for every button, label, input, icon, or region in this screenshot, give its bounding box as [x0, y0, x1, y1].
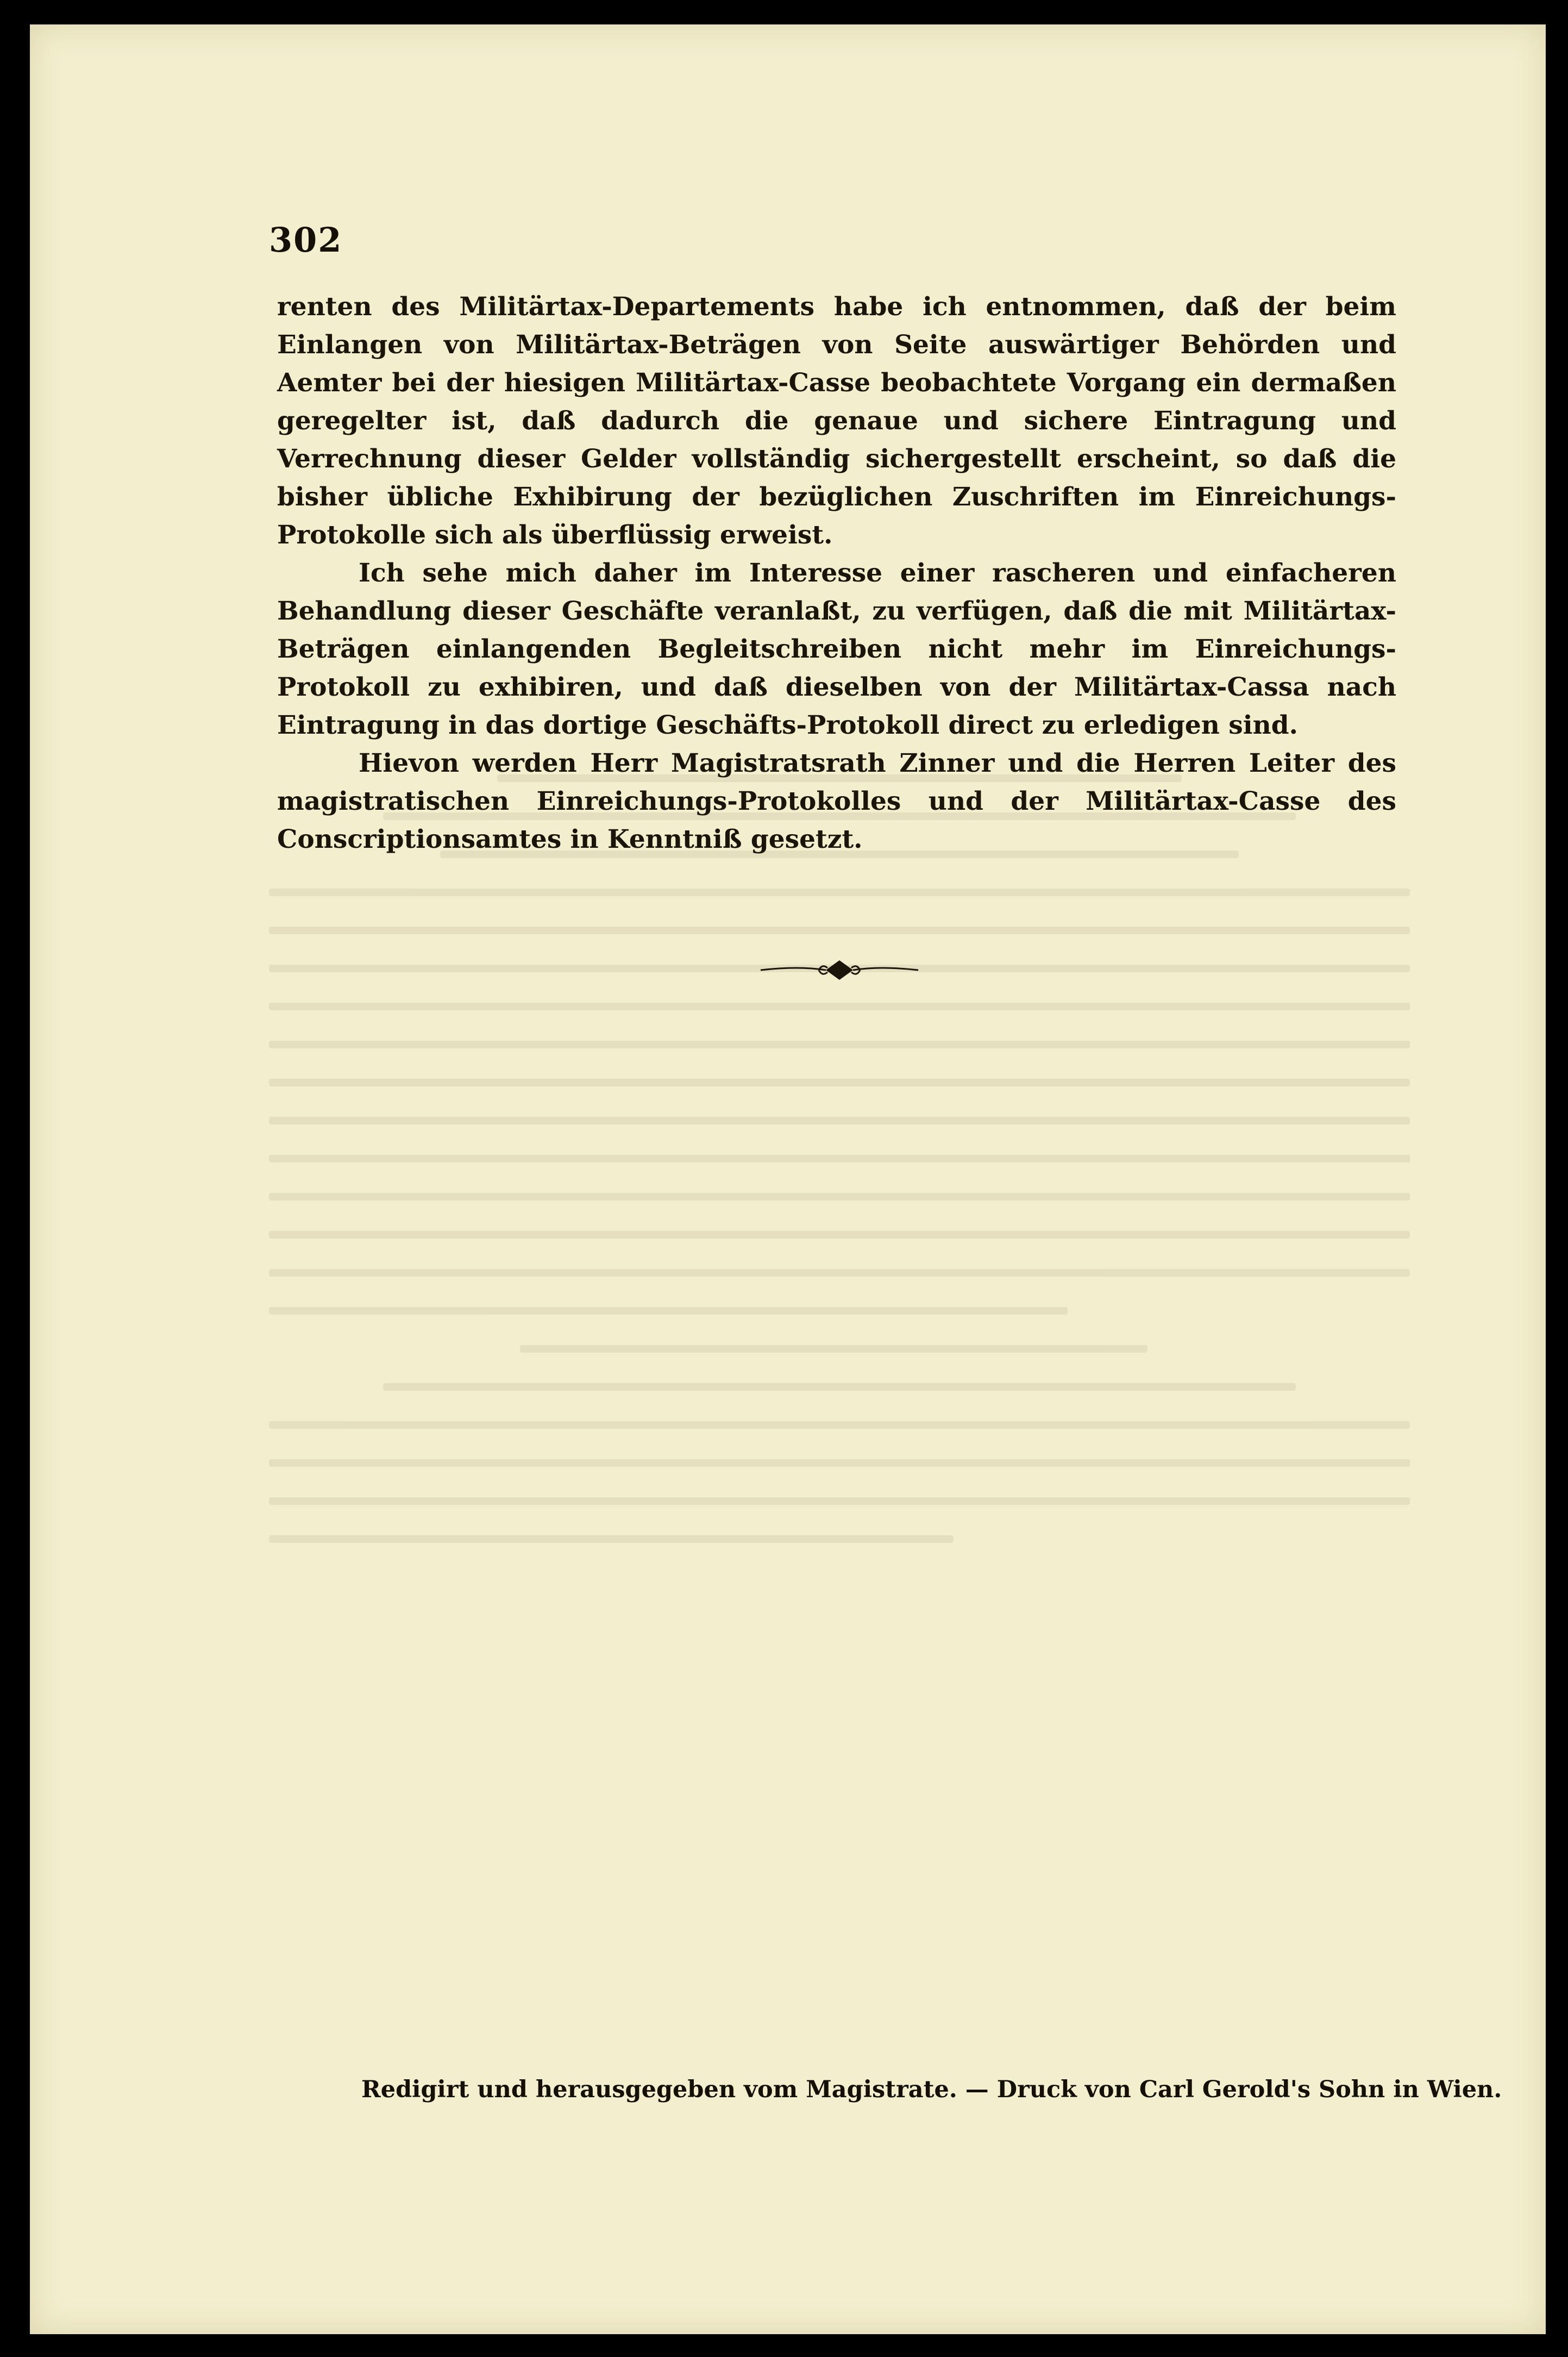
paragraph-continuation: renten des Militärtax-Departements habe ich entnommen, daß der beim Einlangen von Militärtax-Beträgen von Seite auswärtiger Behörden und Aemter bei der hiesigen Militärtax-Casse beobachtete Vorgang ein dermaßen geregelter ist, daß dadurch die genaue und sichere Eintragung und Verrechnung dieser Gelder vollständig sichergestellt erscheint, so daß die bisher übliche Exhibirung der bezüglichen Zuschriften im Einreichungs-Protokolle sich als überflüssig erweist.: [277, 292, 1396, 550]
page-number: 302: [269, 220, 343, 260]
printer-imprint: Redigirt und herausgegeben vom Magistrate. — Druck von Carl Gerold's Sohn in Wien.: [361, 2076, 1502, 2103]
paragraph-notice: Hievon werden Herr Magistratsrath Zinner und die Herren Leiter des magistratischen Einreichungs-Protokolles und der Militärtax-Casse des Conscriptionsamtes in Kenntniß gesetzt.: [277, 748, 1396, 854]
paragraph-decision: Ich sehe mich daher im Interesse einer rascheren und einfacheren Behandlung dieser Geschäfte veranlaßt, zu verfügen, daß die mit Militärtax-Beträgen einlangenden Begleitschreiben nicht mehr im Einreichungs-Protokoll zu exhibiren, und daß dieselben von der Militärtax-Cassa nach Eintragung in das dortige Geschäfts-Protokoll direct zu erledigen sind.: [277, 558, 1396, 740]
document-page: [30, 24, 1546, 2334]
decorative-divider-icon: [758, 954, 921, 986]
body-text: [277, 288, 1396, 859]
